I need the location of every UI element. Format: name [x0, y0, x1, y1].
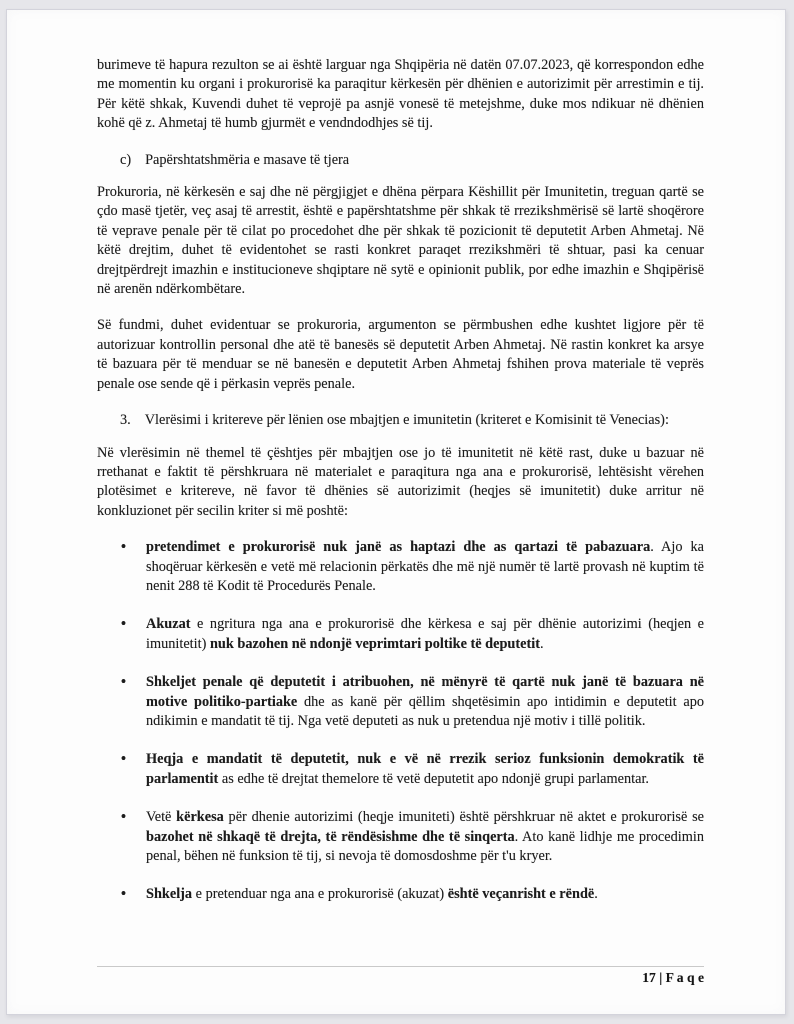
bullet-item-heqja — [97, 750, 704, 789]
bullet-text: Vetë kërkesa për dhenie autorizimi (heqje imuniteti) është përshkruar në aktet e prokurorisë se bazohet në shkaqë të drejta, të rëndësishme dhe të sinqerta. Ato kanë lidhje me procedimin penal, bëhen në funksion të tij, si nevoja të domosdoshme për t'u kryer. — [146, 809, 704, 864]
page-number: 17 | F a q e — [642, 970, 704, 985]
document-page — [6, 9, 786, 1015]
numbered-heading-3-text: Vlerësimi i kritereve për lënien ose mbajtjen e imunitetin (kriteret e Komisinit të Venecias): — [144, 412, 669, 429]
bullet-icon: • — [121, 539, 127, 556]
page-content — [97, 56, 704, 924]
bullet-icon: • — [121, 616, 127, 633]
bullet-icon: • — [121, 809, 127, 826]
section-heading-c-text: Papërshtatshmëria e masave të tjera — [145, 151, 350, 168]
criteria-bullet-list — [97, 538, 704, 905]
intro-paragraph: burimeve të hapura rezulton se ai është larguar nga Shqipëria në datën 07.07.2023, që korrespondon edhe me momentin ku organi i prokurorisë ka paraqitur kërkesën për dhënien e autorizimit për arrestimin e tij. Për këtë shkak, Kuvendi duhet të veprojë pa asnjë vonesë të metejshme, duke mos ndikuar në dhënien kohë që z. Ahmetaj të humb gjurmët e vendndodhjes së tij. — [97, 57, 704, 132]
bullet-text: Akuzat e ngritura nga ana e prokurorisë dhe kërkesa e saj për dhënie autorizimi (heqjen e imunitetit) nuk bazohen në ndonjë veprimtari poltike të deputetit. — [146, 616, 704, 652]
bullet-item-pretendimet — [97, 538, 704, 596]
bullet-item-kerkesa — [97, 808, 704, 866]
bullet-text: Heqja e mandatit të deputetit, nuk e vë në rrezik serioz funksionin demokratik të parlamentit as edhe të drejtat themelore të vetë deputetit apo ndonjë grupi parlamentar. — [146, 751, 704, 787]
bullet-text: pretendimet e prokurorisë nuk janë as haptazi dhe as qartazi të pabazuara. Ajo ka shoqëruar kërkesën e vetë më relacionin përkatës dhe më një numër të lartë provash në kuptim të nenit 288 të Kodit të Procedurës Penale. — [146, 539, 704, 594]
bullet-icon: • — [121, 886, 127, 903]
bullet-text: Shkeljet penale që deputetit i atribuohen, në mënyrë të qartë nuk janë të bazuara në motive politiko-partiake dhe as kanë për qëllim shqetësimin apo intidimin e deputetit apo ndikimin e mandatit të tij. Nga vetë deputeti as nuk u pretendua një motiv i tillë politik. — [146, 674, 704, 729]
numbered-heading-3 — [97, 411, 704, 430]
bullet-item-akuzat — [97, 615, 704, 654]
bullet-item-shkeljet — [97, 673, 704, 731]
paragraph-se-fundmi: Së fundmi, duhet evidentuar se prokuroria, argumenton se përmbushen edhe kushtet ligjore për të autorizuar kontrollin personal dhe atë të banesës së deputetit Arben Ahmetaj. Në rastin konkret ka arsye të bazuara për të menduar se në banesën e deputetit Arben Ahmetaj fshihen prova materiale të veprës penale ose sende që i përkasin veprës penale. — [97, 317, 704, 392]
paragraph-vleresimi: Në vlerësimin në themel të çështjes për mbajtjen ose jo të imunitetit në këtë rast, duke u bazuar në rrethanat e faktit të përshkruara në materialet e paraqitura nga ana e prokurorisë, lehtësisht vërehen plotësimet e kritereve, në favor të dhënies së autorizimit (heqjes së imunitetit) duke arritur në konkluzionet për secilin kriter si më poshtë: — [97, 444, 704, 519]
section-heading-c-label: c) — [120, 151, 132, 168]
bullet-item-shkelja — [97, 885, 704, 904]
bullet-text: Shkelja e pretenduar nga ana e prokurorisë (akuzat) është veçanrisht e rëndë. — [146, 886, 598, 903]
bullet-icon: • — [121, 751, 127, 768]
numbered-heading-3-label: 3. — [120, 412, 131, 429]
bullet-icon: • — [121, 674, 127, 691]
paragraph-prokuroria: Prokuroria, në kërkesën e saj dhe në përgjigjet e dhëna përpara Këshillit për Imunitetin, treguan qartë se çdo masë tjetër, veç asaj të arrestit, është e papërshtatshme për shkak të rrezikshmërisë së lartë shoqërore të veprave penale për të cilat po procedohet dhe për shkak të pozicionit të deputetit Arben Ahmetaj. Në këtë drejtim, duhet të evidentohet se rasti konkret paraqet rrezikshmëri të shtuar, pasi ka cenuar drejtpërdrejt imazhin e institucioneve shqiptare në sytë e opinionit publik, por edhe imazhin e Shqipërisë në arenën ndërkombëtare. — [97, 184, 704, 298]
section-heading-c — [97, 151, 704, 170]
page-footer — [97, 966, 704, 986]
